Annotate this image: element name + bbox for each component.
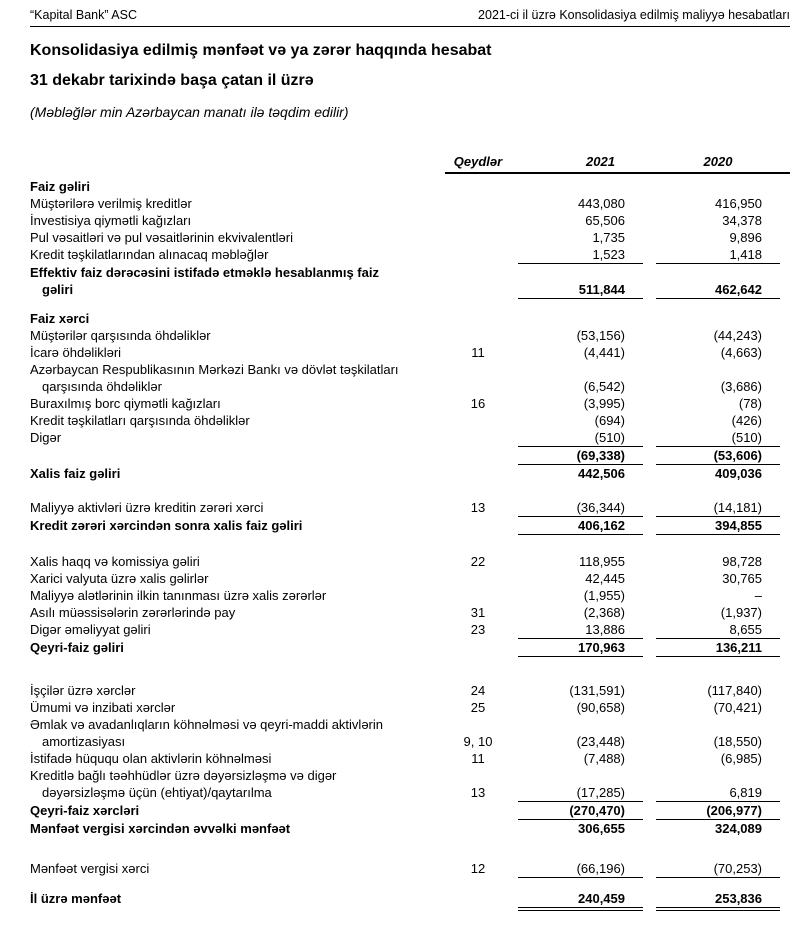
row-label: qarşısında öhdəliklər bbox=[42, 379, 162, 394]
row-label: Xalis faiz gəliri bbox=[30, 466, 121, 481]
note-ref: 11 bbox=[471, 751, 485, 766]
table-row bbox=[30, 395, 790, 412]
note-ref bbox=[445, 767, 511, 784]
amount-2020 bbox=[656, 767, 780, 784]
table-row bbox=[30, 429, 790, 447]
note-ref bbox=[445, 310, 511, 327]
table-row bbox=[30, 465, 790, 482]
table-row bbox=[30, 178, 790, 195]
table-row bbox=[30, 604, 790, 621]
column-header-notes: Qeydlər bbox=[453, 154, 503, 169]
amount-2020: 34,378 bbox=[722, 213, 762, 228]
document-page bbox=[30, 0, 790, 908]
note-ref bbox=[445, 378, 511, 395]
amount-2021: (53,156) bbox=[576, 328, 625, 343]
table-row bbox=[30, 802, 790, 820]
table-header-columns bbox=[445, 154, 790, 174]
amount-2020: (3,686) bbox=[720, 379, 762, 394]
note-ref bbox=[445, 195, 511, 212]
note-ref: 25 bbox=[470, 700, 486, 715]
amount-2021: (6,542) bbox=[583, 379, 625, 394]
row-label: İnvestisiya qiymətli kağızları bbox=[30, 213, 192, 228]
table-header-spacer bbox=[30, 154, 445, 174]
table-row bbox=[30, 361, 790, 378]
note-ref bbox=[445, 890, 511, 908]
amount-2020: (53,606) bbox=[656, 447, 780, 465]
amount-2020 bbox=[656, 310, 780, 327]
row-label: Mənfəət vergisi xərci bbox=[30, 861, 150, 876]
amount-2021: (17,285) bbox=[518, 784, 643, 802]
table-row bbox=[30, 327, 790, 344]
amount-2021: (270,470) bbox=[518, 802, 643, 820]
amount-2020: (6,985) bbox=[720, 751, 762, 766]
amount-2020: 324,089 bbox=[715, 821, 762, 836]
note-ref bbox=[445, 412, 511, 429]
amount-2020: (70,421) bbox=[713, 700, 762, 715]
table-row bbox=[30, 639, 790, 657]
table-row bbox=[30, 310, 790, 327]
row-label: İcarə öhdəlikləri bbox=[30, 345, 122, 360]
row-label: Faiz gəliri bbox=[30, 179, 90, 194]
amount-2021: (69,338) bbox=[518, 447, 643, 465]
row-label bbox=[30, 447, 445, 465]
row-label: Qeyri-faiz xərcləri bbox=[30, 803, 140, 818]
amount-2020: (1,937) bbox=[720, 605, 762, 620]
amount-2020: (4,663) bbox=[720, 345, 762, 360]
table-row bbox=[30, 517, 790, 535]
amount-2020 bbox=[656, 361, 780, 378]
amount-2020 bbox=[656, 178, 780, 195]
note-ref: 16 bbox=[470, 396, 486, 411]
table-row bbox=[30, 246, 790, 264]
note-ref: 13 bbox=[470, 500, 486, 515]
amount-2020: 1,418 bbox=[656, 246, 780, 264]
amount-2020: 9,896 bbox=[729, 230, 762, 245]
amount-2020 bbox=[656, 264, 780, 281]
section-spacer bbox=[30, 535, 790, 553]
row-label: Buraxılmış borc qiymətli kağızları bbox=[30, 396, 221, 411]
note-ref bbox=[445, 716, 511, 733]
row-label: Əmlak və avadanlıqların köhnəlməsi və qeyri-maddi aktivlərin bbox=[30, 717, 383, 732]
amount-2021: (7,488) bbox=[583, 751, 625, 766]
section-spacer bbox=[30, 837, 790, 860]
amount-2020: (14,181) bbox=[656, 499, 780, 517]
amount-2021: 170,963 bbox=[518, 639, 643, 657]
note-ref bbox=[445, 264, 511, 281]
row-label: Maliyyə alətlərinin ilkin tanınması üzrə xalis zərərlər bbox=[30, 588, 327, 603]
table-row bbox=[30, 587, 790, 604]
row-label: Azərbaycan Respublikasının Mərkəzi Bankı və dövlət təşkilatları bbox=[30, 362, 399, 377]
row-label: Kredit təşkilatlarından alınacaq məbləğlər bbox=[30, 247, 269, 262]
row-label: amortizasiyası bbox=[42, 734, 126, 749]
table-row bbox=[30, 553, 790, 570]
row-label: Xalis haqq və komissiya gəliri bbox=[30, 554, 200, 569]
amount-2020: (18,550) bbox=[713, 734, 762, 749]
note-ref bbox=[445, 465, 511, 482]
row-label: Digər bbox=[30, 430, 62, 445]
amount-2020: (117,840) bbox=[707, 683, 762, 698]
section-spacer bbox=[30, 878, 790, 890]
note-ref bbox=[445, 639, 511, 657]
amount-2020: 394,855 bbox=[656, 517, 780, 535]
amount-2021: (4,441) bbox=[583, 345, 625, 360]
amount-2021: 42,445 bbox=[585, 571, 625, 586]
amount-2021: (23,448) bbox=[576, 734, 625, 749]
note-ref: 23 bbox=[470, 622, 486, 637]
amount-2021: (694) bbox=[594, 413, 625, 428]
table-row bbox=[30, 750, 790, 767]
amount-2021: (510) bbox=[518, 429, 643, 447]
amount-2021: 306,655 bbox=[578, 821, 625, 836]
table-row bbox=[30, 412, 790, 429]
note-ref bbox=[445, 246, 511, 264]
row-label: Faiz xərci bbox=[30, 311, 90, 326]
table-row bbox=[30, 682, 790, 699]
table-row bbox=[30, 733, 790, 750]
section-spacer bbox=[30, 299, 790, 310]
note-ref bbox=[445, 178, 511, 195]
row-label: Kredit təşkilatları qarşısında öhdəliklər bbox=[30, 413, 250, 428]
row-label: Müştərilər qarşısında öhdəliklər bbox=[30, 328, 211, 343]
row-label: Ümumi və inzibati xərclər bbox=[30, 700, 176, 715]
row-label: gəliri bbox=[42, 282, 74, 297]
table-row bbox=[30, 860, 790, 878]
note-ref bbox=[445, 587, 511, 604]
table-row bbox=[30, 784, 790, 802]
table-row bbox=[30, 344, 790, 361]
amount-2020: (44,243) bbox=[713, 328, 762, 343]
amount-2021: 442,506 bbox=[578, 466, 625, 481]
amount-2020: (78) bbox=[738, 396, 762, 411]
amount-2021: 240,459 bbox=[518, 890, 643, 908]
amount-2021 bbox=[518, 767, 643, 784]
amount-2021: 13,886 bbox=[518, 621, 643, 639]
table-row bbox=[30, 621, 790, 639]
row-label: Effektiv faiz dərəcəsini istifadə etməklə hesablanmış faiz bbox=[30, 265, 379, 280]
amount-2020: 6,819 bbox=[656, 784, 780, 802]
company-name: “Kapital Bank” ASC bbox=[30, 8, 137, 22]
table-row bbox=[30, 229, 790, 246]
row-label: Maliyyə aktivləri üzrə kreditin zərəri xərci bbox=[30, 500, 264, 515]
amount-2021: (36,344) bbox=[518, 499, 643, 517]
income-statement-table bbox=[30, 154, 790, 908]
table-row bbox=[30, 767, 790, 784]
row-label: Mənfəət vergisi xərcindən əvvəlki mənfəət bbox=[30, 821, 291, 836]
section-spacer bbox=[30, 657, 790, 682]
amount-2021: (1,955) bbox=[583, 588, 625, 603]
amount-2020: 416,950 bbox=[715, 196, 762, 211]
row-label: Qeyri-faiz gəliri bbox=[30, 640, 124, 655]
table-header-row bbox=[30, 154, 790, 174]
row-label: Kredit zərəri xərcindən sonra xalis faiz gəliri bbox=[30, 518, 303, 533]
note-ref bbox=[445, 570, 511, 587]
note-ref bbox=[445, 229, 511, 246]
table-row bbox=[30, 264, 790, 281]
table-row bbox=[30, 570, 790, 587]
amount-2021: (90,658) bbox=[576, 700, 625, 715]
note-ref bbox=[445, 820, 511, 837]
row-label: Müştərilərə verilmiş kreditlər bbox=[30, 196, 192, 211]
amount-2021: 1,523 bbox=[518, 246, 643, 264]
table-rows bbox=[30, 178, 790, 908]
row-label: İstifadə hüququ olan aktivlərin köhnəlməsi bbox=[30, 751, 272, 766]
amount-2021: 406,162 bbox=[518, 517, 643, 535]
note-ref bbox=[445, 802, 511, 820]
amount-2021 bbox=[518, 361, 643, 378]
amount-2020: – bbox=[754, 588, 762, 603]
table-row bbox=[30, 195, 790, 212]
amount-2021 bbox=[518, 264, 643, 281]
note-ref: 12 bbox=[470, 861, 486, 876]
amount-2020: 253,836 bbox=[656, 890, 780, 908]
table-row bbox=[30, 378, 790, 395]
note-ref bbox=[445, 327, 511, 344]
amount-2021: 511,844 bbox=[518, 281, 643, 299]
row-label: Asılı müəssisələrin zərərlərində pay bbox=[30, 605, 236, 620]
row-label: İşçilər üzrə xərclər bbox=[30, 683, 136, 698]
row-label: Xarici valyuta üzrə xalis gəlirlər bbox=[30, 571, 209, 586]
amount-2021 bbox=[518, 310, 643, 327]
column-header-2021: 2021 bbox=[586, 154, 615, 169]
amount-2021: (2,368) bbox=[583, 605, 625, 620]
table-row bbox=[30, 499, 790, 517]
amount-2021: (3,995) bbox=[583, 396, 625, 411]
column-header-2020: 2020 bbox=[703, 154, 733, 169]
page-subtitle: 31 dekabr tarixində başa çatan il üzrə bbox=[30, 72, 314, 89]
note-ref bbox=[445, 517, 511, 535]
note-ref bbox=[445, 361, 511, 378]
table-row bbox=[30, 212, 790, 229]
amount-2020: 30,765 bbox=[722, 571, 762, 586]
row-label: İl üzrə mənfəət bbox=[30, 891, 122, 906]
currency-note: (Məbləğlər min Azərbaycan manatı ilə təqdim edilir) bbox=[30, 104, 349, 120]
table-row bbox=[30, 716, 790, 733]
amount-2020: 98,728 bbox=[722, 554, 762, 569]
row-label: dəyərsizləşmə üçün (ehtiyat)/qaytarılma bbox=[42, 785, 272, 800]
amount-2021 bbox=[518, 716, 643, 733]
amount-2020: 136,211 bbox=[656, 639, 780, 657]
note-ref: 22 bbox=[470, 554, 486, 569]
table-row bbox=[30, 281, 790, 299]
note-ref: 31 bbox=[470, 605, 486, 620]
amount-2020: 8,655 bbox=[656, 621, 780, 639]
row-label: Kreditlə bağlı təəhhüdlər üzrə dəyərsizləşmə və digər bbox=[30, 768, 337, 783]
amount-2020: (206,977) bbox=[656, 802, 780, 820]
table-row bbox=[30, 699, 790, 716]
amount-2020: 409,036 bbox=[715, 466, 762, 481]
table-row bbox=[30, 447, 790, 465]
amount-2020: (426) bbox=[731, 413, 762, 428]
note-ref: 11 bbox=[471, 345, 485, 360]
row-label: Digər əməliyyat gəliri bbox=[30, 622, 151, 637]
amount-2020: 462,642 bbox=[656, 281, 780, 299]
amount-2021: 118,955 bbox=[578, 554, 625, 569]
page-header bbox=[30, 8, 790, 27]
amount-2021: (66,196) bbox=[518, 860, 643, 878]
note-ref: 13 bbox=[470, 785, 486, 800]
note-ref bbox=[445, 429, 511, 447]
note-ref bbox=[445, 281, 511, 299]
section-spacer bbox=[30, 482, 790, 499]
note-ref: 24 bbox=[470, 683, 486, 698]
amount-2020 bbox=[656, 716, 780, 733]
note-ref bbox=[445, 447, 511, 465]
amount-2020: (70,253) bbox=[656, 860, 780, 878]
table-row bbox=[30, 890, 790, 908]
table-row bbox=[30, 820, 790, 837]
amount-2021: 65,506 bbox=[585, 213, 625, 228]
page-title: Konsolidasiya edilmiş mənfəət və ya zərər haqqında hesabat bbox=[30, 42, 492, 59]
amount-2020: (510) bbox=[656, 429, 780, 447]
note-ref bbox=[445, 212, 511, 229]
note-ref: 9, 10 bbox=[463, 734, 493, 749]
report-header: 2021-ci il üzrə Konsolidasiya edilmiş maliyyə hesabatları bbox=[478, 8, 790, 22]
amount-2021: 1,735 bbox=[592, 230, 625, 245]
row-label: Pul vəsaitləri və pul vəsaitlərinin ekvivalentləri bbox=[30, 230, 294, 245]
amount-2021: 443,080 bbox=[578, 196, 625, 211]
amount-2021 bbox=[518, 178, 643, 195]
amount-2021: (131,591) bbox=[569, 683, 625, 698]
